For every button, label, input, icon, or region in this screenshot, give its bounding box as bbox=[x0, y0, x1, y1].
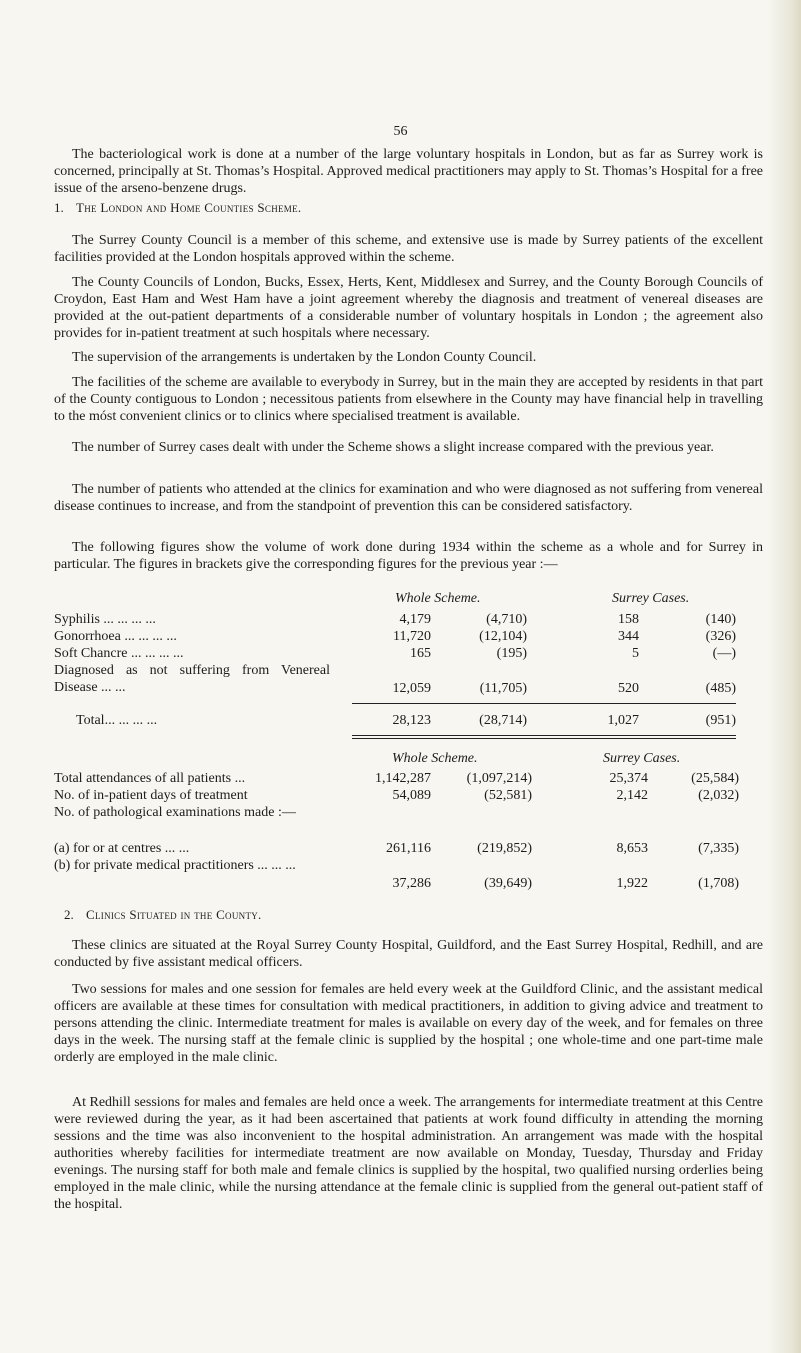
whole-value: 4,179 bbox=[399, 612, 431, 627]
intro-paragraph: The bacteriological work is done at a number of the large voluntary hospitals in London, but as far as Surrey work is concerned, principally at St. Thomas’s Hospital. Approved medical practitioners may apply to St. Thomas’s Hospital for a free issue of the arseno-benzene drugs. bbox=[54, 147, 763, 196]
section-1-paragraph: The County Councils of London, Bucks, Essex, Herts, Kent, Middlesex and Surrey, and the County Borough Councils of Croydon, East Ham and West Ham have a joint agreement whereby the diagnosis and treatment of venereal diseases are provided at the out-patient departments of a considerable number of voluntary hospitals in London ; the agreement also provides for in-patient treatment at such hospitals where necessary. bbox=[54, 275, 763, 341]
whole-prev-value: (4,710) bbox=[486, 612, 527, 627]
whole-value: 54,089 bbox=[392, 788, 431, 803]
column-header-whole-scheme: Whole Scheme. bbox=[395, 591, 481, 606]
surrey-value: 5 bbox=[632, 646, 639, 661]
total-whole-prev-value: (28,714) bbox=[479, 713, 527, 728]
row-label: Syphilis ... ... ... ... bbox=[54, 612, 156, 627]
section-1-paragraph: The supervision of the arrangements is undertaken by the London County Council. bbox=[72, 350, 537, 365]
row-label: Diagnosed as not suffering from Venereal Disease ... ... bbox=[54, 663, 330, 695]
column-header-whole-scheme: Whole Scheme. bbox=[392, 751, 478, 766]
column-header-surrey-cases: Surrey Cases. bbox=[612, 591, 690, 606]
surrey-prev-value: (140) bbox=[705, 612, 736, 627]
whole-prev-value: (52,581) bbox=[484, 788, 532, 803]
surrey-value: 8,653 bbox=[616, 841, 648, 856]
surrey-prev-value: (25,584) bbox=[691, 771, 739, 786]
section-2-paragraph: At Redhill sessions for males and females are held once a week. The arrangements for intermediate treatment at this Centre were reviewed during the year, as it had been ascertained that patients at work found difficulty in attending the morning sessions and the time was also inconvenient to the hospital administration. An arrangement was made with the hospital authorities whereby facilities for intermediate treatment are now available on Monday, Tuesday, Thursday and Friday evenings. The nursing staff for both male and female clinics is supplied by the hospital, two qualified nursing orderlies being employed in the male clinic, while the nursing attendance at the female clinic is supplied from the general out-patient staff of the hospital. bbox=[54, 1095, 763, 1212]
whole-prev-value: (12,104) bbox=[479, 629, 527, 644]
total-whole-value: 28,123 bbox=[392, 713, 431, 728]
total-surrey-prev-value: (951) bbox=[705, 713, 736, 728]
page-number: 56 bbox=[393, 124, 408, 139]
total-surrey-value: 1,027 bbox=[607, 713, 639, 728]
whole-value: 261,116 bbox=[386, 841, 431, 856]
whole-value: 1,142,287 bbox=[375, 771, 431, 786]
whole-value: 37,286 bbox=[392, 876, 431, 891]
total-double-rule bbox=[352, 735, 736, 739]
page-edge-shadow bbox=[767, 0, 801, 1353]
surrey-value: 2,142 bbox=[616, 788, 648, 803]
whole-value: 165 bbox=[410, 646, 431, 661]
whole-prev-value: (11,705) bbox=[479, 681, 527, 696]
row-label: No. of pathological examinations made :— bbox=[54, 805, 296, 820]
surrey-prev-value: (1,708) bbox=[698, 876, 739, 891]
whole-prev-value: (39,649) bbox=[484, 876, 532, 891]
surrey-value: 1,922 bbox=[616, 876, 648, 891]
section-1-paragraph: The facilities of the scheme are available to everybody in Surrey, but in the main they are accepted by residents in that part of the County contiguous to London ; necessitous patients from elsewhere in the County may have financial help in travelling to the móst convenient clinics or to clinics where specialised treatment is available. bbox=[54, 375, 763, 424]
whole-value: 12,059 bbox=[392, 681, 431, 696]
row-label: Soft Chancre ... ... ... ... bbox=[54, 646, 184, 661]
section-2-title: Clinics Situated in the County. bbox=[86, 907, 262, 922]
column-header-surrey-cases: Surrey Cases. bbox=[603, 751, 681, 766]
row-label: Gonorrhoea ... ... ... ... bbox=[54, 629, 177, 644]
surrey-prev-value: (—) bbox=[712, 646, 736, 661]
section-1-number: 1. bbox=[54, 200, 64, 215]
surrey-prev-value: (326) bbox=[705, 629, 736, 644]
section-1-paragraph: The Surrey County Council is a member of this scheme, and extensive use is made by Surrey patients of the excellent facilities provided at the London hospitals approved within the scheme. bbox=[54, 233, 763, 265]
whole-prev-value: (1,097,214) bbox=[466, 771, 532, 786]
surrey-prev-value: (2,032) bbox=[698, 788, 739, 803]
row-label: (a) for or at centres ... ... bbox=[54, 841, 190, 856]
section-1-paragraph: The number of Surrey cases dealt with under the Scheme shows a slight increase compared with the previous year. bbox=[72, 440, 714, 455]
whole-prev-value: (195) bbox=[496, 646, 527, 661]
section-1-title: The London and Home Counties Scheme. bbox=[76, 200, 302, 215]
row-label: No. of in-patient days of treatment bbox=[54, 788, 248, 803]
surrey-value: 520 bbox=[618, 681, 639, 696]
section-2-paragraph: Two sessions for males and one session for females are held every week at the Guildford Clinic, and the assistant medical officers are available at these times for consultation with medical practitioners, in addition to giving advice and treatment to persons attending the clinic. Intermediate treatment for males is available on every day of the week, and for females on three days in the week. The nursing staff at the female clinic is supplied by the hospital ; one whole-time and one part-time male orderly are employed in the male clinic. bbox=[54, 982, 763, 1065]
row-label: Total attendances of all patients ... bbox=[54, 771, 246, 786]
surrey-value: 25,374 bbox=[609, 771, 648, 786]
section-1-paragraph: The following figures show the volume of work done during 1934 within the scheme as a whole and for Surrey in particular. The figures in brackets give the corresponding figures for the previous year :— bbox=[54, 540, 763, 572]
whole-value: 11,720 bbox=[393, 629, 431, 644]
section-2-heading bbox=[64, 906, 262, 923]
surrey-value: 158 bbox=[618, 612, 639, 627]
section-2-paragraph: These clinics are situated at the Royal Surrey County Hospital, Guildford, and the East Surrey Hospital, Redhill, and are conducted by five assistant medical officers. bbox=[54, 938, 763, 970]
section-1-heading bbox=[54, 199, 301, 216]
total-label: Total... ... ... ... bbox=[76, 713, 158, 728]
surrey-value: 344 bbox=[618, 629, 639, 644]
whole-prev-value: (219,852) bbox=[477, 841, 532, 856]
row-label: (b) for private medical practitioners ... ... ... bbox=[54, 858, 296, 873]
subtotal-rule bbox=[352, 703, 736, 704]
surrey-prev-value: (7,335) bbox=[698, 841, 739, 856]
surrey-prev-value: (485) bbox=[705, 681, 736, 696]
section-2-number: 2. bbox=[64, 907, 74, 922]
section-1-paragraph: The number of patients who attended at the clinics for examination and who were diagnosed as not suffering from venereal disease continues to increase, and from the standpoint of prevention this can be considered satisfactory. bbox=[54, 482, 763, 514]
